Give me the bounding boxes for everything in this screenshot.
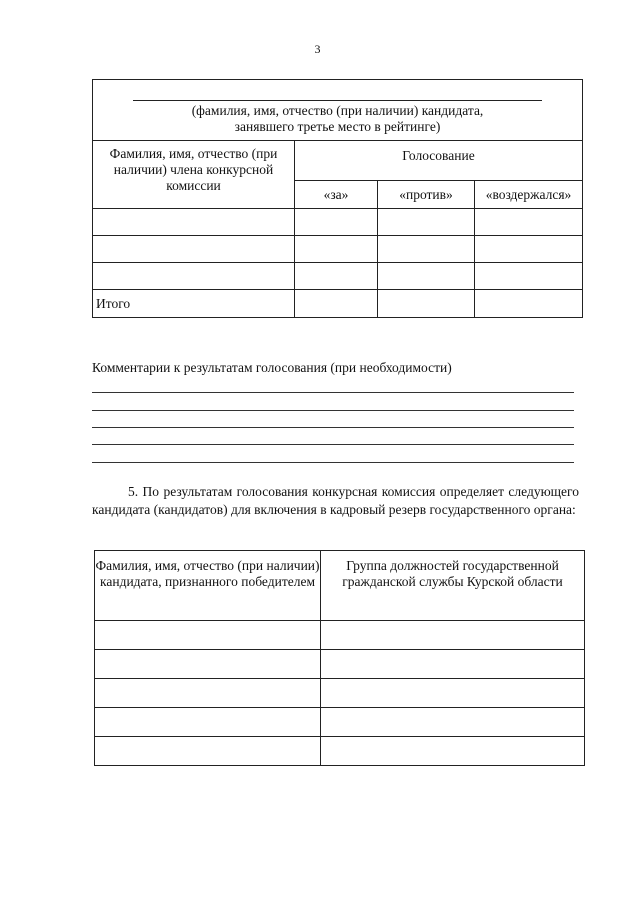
table-cell[interactable] xyxy=(95,621,321,650)
table-row xyxy=(95,737,585,766)
table-row xyxy=(93,236,583,263)
table-cell[interactable] xyxy=(95,737,321,766)
table-row xyxy=(95,621,585,650)
paragraph-5-text: 5. По результатам голосования конкурсная комиссия определяет следующего кандидата (кандидатов) для включения в кадровый резерв государственного органа: xyxy=(92,484,579,517)
table-cell[interactable] xyxy=(475,263,583,290)
table-row xyxy=(95,650,585,679)
table-cell[interactable] xyxy=(295,290,378,318)
table-cell[interactable] xyxy=(475,290,583,318)
table-cell[interactable] xyxy=(93,236,295,263)
winner-table xyxy=(94,550,585,766)
table-row xyxy=(93,263,583,290)
candidate-name-line xyxy=(133,100,542,101)
table-cell[interactable] xyxy=(321,621,585,650)
table-row xyxy=(95,708,585,737)
comment-line[interactable] xyxy=(92,392,574,393)
vote-option-for: «за» xyxy=(295,181,378,209)
table-row xyxy=(95,679,585,708)
table-cell[interactable] xyxy=(378,263,475,290)
table-cell[interactable] xyxy=(95,708,321,737)
table-cell[interactable] xyxy=(295,236,378,263)
candidate-caption: (фамилия, имя, отчество (при наличии) кандидата, занявшего третье место в рейтинге) xyxy=(191,103,484,134)
comment-line[interactable] xyxy=(92,427,574,428)
voting-header: Голосование xyxy=(295,141,583,181)
table-cell[interactable] xyxy=(93,209,295,236)
table-cell[interactable] xyxy=(475,209,583,236)
table-cell[interactable] xyxy=(95,650,321,679)
paragraph-5 xyxy=(92,483,579,519)
table-cell[interactable] xyxy=(295,263,378,290)
vote-option-abstain: «воздержался» xyxy=(475,181,583,209)
member-name-header: Фамилия, имя, отчество (при наличии) члена конкурсной комиссии xyxy=(93,141,295,209)
comment-line[interactable] xyxy=(92,444,574,445)
table-cell[interactable] xyxy=(378,290,475,318)
candidate-caption-cell xyxy=(93,80,583,141)
comment-line[interactable] xyxy=(92,462,574,463)
table-row xyxy=(93,209,583,236)
vote-table xyxy=(92,79,583,318)
comments-label: Комментарии к результатам голосования (при необходимости) xyxy=(92,360,452,375)
table-cell[interactable] xyxy=(321,737,585,766)
table-cell[interactable] xyxy=(475,236,583,263)
position-group-header: Группа должностей государственной гражданской службы Курской области xyxy=(321,551,585,621)
page-number: 3 xyxy=(314,42,321,56)
total-label: Итого xyxy=(93,290,295,318)
table-cell[interactable] xyxy=(378,236,475,263)
table-cell[interactable] xyxy=(95,679,321,708)
table-cell[interactable] xyxy=(321,679,585,708)
table-cell[interactable] xyxy=(321,650,585,679)
table-cell[interactable] xyxy=(93,263,295,290)
table-cell[interactable] xyxy=(378,209,475,236)
table-cell[interactable] xyxy=(321,708,585,737)
winner-name-header: Фамилия, имя, отчество (при наличии) кандидата, признанного победителем xyxy=(95,551,321,621)
total-row xyxy=(93,290,583,318)
table-cell[interactable] xyxy=(295,209,378,236)
comment-line[interactable] xyxy=(92,410,574,411)
vote-option-against: «против» xyxy=(378,181,475,209)
